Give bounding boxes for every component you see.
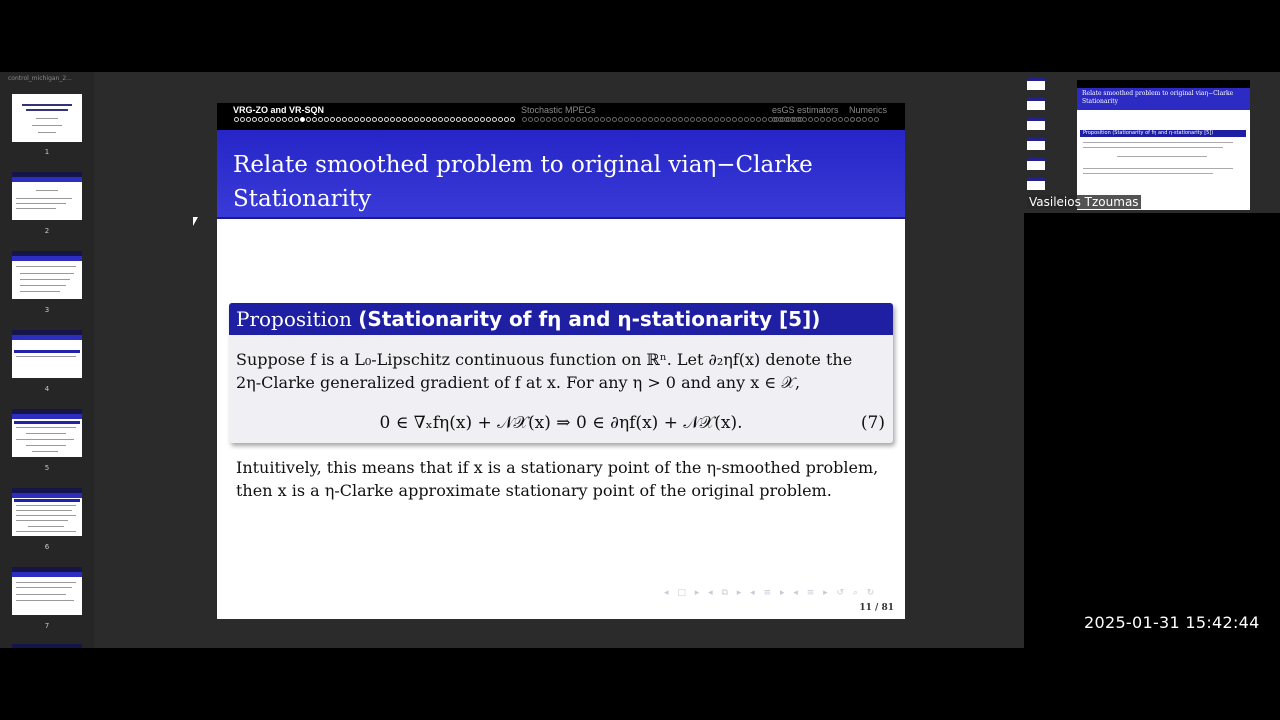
progress-dot[interactable] [402,117,407,122]
progress-dot[interactable] [778,117,783,122]
progress-dot[interactable] [594,117,599,122]
proposition-line: 2η-Clarke generalized gradient of f at x. For any η > 0 and any x ∈ 𝒳, [236,373,801,392]
progress-dot[interactable] [390,117,395,122]
progress-dot[interactable] [796,117,801,122]
thumbnail-page-7[interactable] [12,567,82,615]
thumbnail-page-5[interactable] [12,409,82,457]
thumbnail-page-4[interactable] [12,330,82,378]
progress-dot[interactable] [330,117,335,122]
preview-title: Relate smoothed problem to original viaη−Clarke Stationarity [1077,88,1250,110]
slide-page-number: 11 / 81 [859,603,894,613]
thumbnail-number: 2 [44,227,50,235]
progress-dot[interactable] [420,117,425,122]
progress-dot[interactable] [738,117,743,122]
section-progress-dots[interactable] [850,117,879,123]
progress-dot[interactable] [576,117,581,122]
progress-dot[interactable] [264,117,269,122]
proposition-block [229,303,893,443]
progress-dot[interactable] [862,117,867,122]
progress-dot[interactable] [690,117,695,122]
progress-dot[interactable] [492,117,497,122]
progress-dot[interactable] [306,117,311,122]
progress-dot[interactable] [672,117,677,122]
proposition-title: (Stationarity of fη and η-stationarity [5]) [358,307,821,331]
thumbnail-page-1[interactable] [12,94,82,142]
presenter-name: Vasileios Tzoumas [1029,195,1139,209]
beamer-navigation-symbols[interactable]: ◂ □ ▸ ◂ ⧉ ▸ ◂ ≡ ▸ ◂ ≡ ▸ ↺ ⌕ ↻ [664,588,878,598]
progress-dot[interactable] [868,117,873,122]
progress-dot[interactable] [826,117,831,122]
thumbnail-number: 6 [44,543,50,551]
mini-thumbnail [1027,78,1045,90]
progress-dot[interactable] [234,117,239,122]
nav-section-numerics[interactable]: Numerics [849,105,888,115]
progress-dot[interactable] [606,117,611,122]
progress-dot[interactable] [342,117,347,122]
recording-timestamp: 2025-01-31 15:42:44 [1084,613,1260,632]
progress-dot[interactable] [450,117,455,122]
progress-dot[interactable] [372,117,377,122]
progress-dot[interactable] [246,117,251,122]
preview-block-title: Proposition (Stationarity of fη and η-stationarity [5]) [1080,130,1246,137]
thumbnail-number: 1 [44,148,50,156]
progress-dot[interactable] [288,117,293,122]
progress-dot[interactable] [850,117,855,122]
beamer-navbar [217,103,905,130]
nav-section-vrg-zo[interactable]: VRG-ZO and VR-SQN [233,105,325,115]
progress-dot[interactable] [874,117,879,122]
screen-share-preview [1077,80,1250,210]
progress-dot[interactable] [462,117,467,122]
progress-dot[interactable] [552,117,557,122]
proposition-header [229,303,893,335]
progress-dot[interactable] [546,117,551,122]
progress-dot[interactable] [612,117,617,122]
progress-dot[interactable] [744,117,749,122]
progress-dot[interactable] [378,117,383,122]
progress-dot[interactable] [642,117,647,122]
progress-dot[interactable] [564,117,569,122]
progress-dot[interactable] [654,117,659,122]
mouse-cursor-icon [193,217,198,226]
progress-dot[interactable] [414,117,419,122]
intuition-line: then x is a η-Clarke approximate stationary point of the original problem. [236,481,832,500]
progress-dot[interactable] [468,117,473,122]
progress-dot[interactable] [582,117,587,122]
thumbnail-number: 3 [44,306,50,314]
progress-dot[interactable] [558,117,563,122]
file-title: control_michigan_2... [8,75,72,82]
progress-dot[interactable] [696,117,701,122]
slide-title: Relate smoothed problem to original viaη−Clarke Stationarity [233,152,813,212]
progress-dot[interactable] [684,117,689,122]
progress-dot[interactable] [528,117,533,122]
progress-dot[interactable] [772,117,777,122]
nav-section-esgs[interactable]: esGS estimators [772,105,839,115]
progress-dot[interactable] [312,117,317,122]
equation-number: (7) [860,413,885,433]
progress-dot[interactable] [504,117,509,122]
progress-dot[interactable] [666,117,671,122]
thumbnail-page-8[interactable] [12,644,82,648]
thumbnail-page-3[interactable] [12,251,82,299]
progress-dot[interactable] [808,117,813,122]
progress-dot[interactable] [240,117,245,122]
section-progress-dots[interactable] [772,117,861,123]
mini-thumbnail [1027,98,1045,110]
section-progress-dots[interactable] [522,117,803,123]
progress-dot[interactable] [708,117,713,122]
progress-dot[interactable] [534,117,539,122]
progress-dot[interactable] [438,117,443,122]
progress-dot[interactable] [702,117,707,122]
progress-dot[interactable] [474,117,479,122]
progress-dot[interactable] [486,117,491,122]
mini-thumbnail [1027,138,1045,150]
progress-dot[interactable] [618,117,623,122]
progress-dot[interactable] [258,117,263,122]
progress-dot[interactable] [648,117,653,122]
progress-dot[interactable] [522,117,527,122]
progress-dot[interactable] [802,117,807,122]
thumbnail-page-6[interactable] [12,488,82,536]
mini-thumbnail [1027,158,1045,170]
progress-dot[interactable] [456,117,461,122]
progress-dot[interactable] [384,117,389,122]
equation: 0 ∈ ∇ₓfη(x) + 𝒩𝒳(x) ⇒ 0 ∈ ∂ηf(x) + 𝒩𝒳(x). [379,413,743,433]
progress-dot[interactable] [624,117,629,122]
progress-dot[interactable] [636,117,641,122]
progress-dot[interactable] [354,117,359,122]
mini-thumbnail [1027,118,1045,130]
progress-dot[interactable] [318,117,323,122]
progress-dot[interactable] [366,117,371,122]
progress-dot[interactable] [570,117,575,122]
progress-dot[interactable] [276,117,281,122]
section-progress-dots[interactable] [234,117,515,123]
progress-dot[interactable] [510,117,515,122]
progress-dot[interactable] [498,117,503,122]
slide-title-bar [217,130,905,219]
progress-dot[interactable] [360,117,365,122]
progress-dot[interactable] [820,117,825,122]
progress-dot[interactable] [588,117,593,122]
mini-thumbnail [1027,178,1045,190]
progress-dot[interactable] [784,117,789,122]
intuition-line: Intuitively, this means that if x is a stationary point of the η-smoothed problem, [236,458,879,477]
progress-dot[interactable] [348,117,353,122]
progress-dot[interactable] [678,117,683,122]
progress-dot[interactable] [252,117,257,122]
progress-dot[interactable] [444,117,449,122]
progress-dot[interactable] [270,117,275,122]
progress-dot[interactable] [300,117,305,122]
thumbnail-number: 4 [44,385,50,393]
progress-dot[interactable] [480,117,485,122]
progress-dot[interactable] [660,117,665,122]
nav-section-mpecs[interactable]: Stochastic MPECs [521,105,596,115]
progress-dot[interactable] [432,117,437,122]
proposition-label: Proposition [236,307,352,331]
progress-dot[interactable] [720,117,725,122]
thumbnail-number: 5 [44,464,50,472]
progress-dot[interactable] [762,117,767,122]
progress-dot[interactable] [630,117,635,122]
progress-dot[interactable] [396,117,401,122]
slide-page [217,103,905,619]
progress-dot[interactable] [714,117,719,122]
progress-dot[interactable] [844,117,849,122]
progress-dot[interactable] [790,117,795,122]
progress-dot[interactable] [294,117,299,122]
progress-dot[interactable] [540,117,545,122]
thumbnail-page-2[interactable] [12,172,82,220]
progress-dot[interactable] [750,117,755,122]
thumbnail-number: 7 [44,622,50,630]
progress-dot[interactable] [282,117,287,122]
progress-dot[interactable] [408,117,413,122]
progress-dot[interactable] [856,117,861,122]
progress-dot[interactable] [832,117,837,122]
progress-dot[interactable] [600,117,605,122]
progress-dot[interactable] [726,117,731,122]
progress-dot[interactable] [814,117,819,122]
progress-dot[interactable] [732,117,737,122]
progress-dot[interactable] [838,117,843,122]
progress-dot[interactable] [756,117,761,122]
progress-dot[interactable] [426,117,431,122]
progress-dot[interactable] [324,117,329,122]
proposition-line: Suppose f is a L₀-Lipschitz continuous function on ℝⁿ. Let ∂₂ηf(x) denote the [236,350,853,369]
progress-dot[interactable] [336,117,341,122]
